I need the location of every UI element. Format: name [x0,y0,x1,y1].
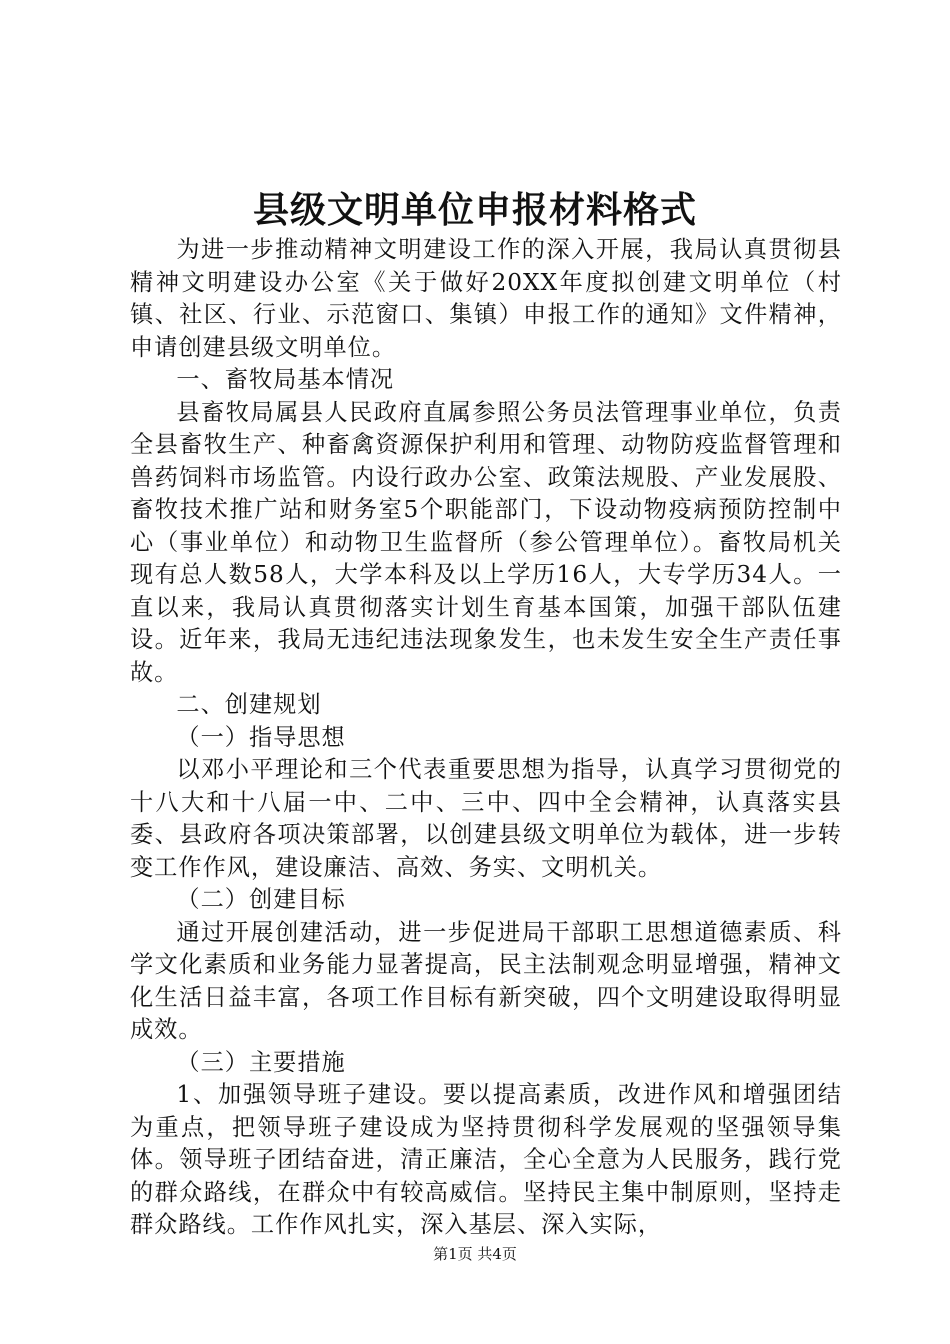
measures-paragraph: 1、加强领导班子建设。要以提高素质，改进作风和增强团结为重点，把领导班子建设成为坚持贯彻科学发展观的坚强领导集体。领导班子团结奋进，清正廉洁，全心全意为人民服务，践行党的群众路线，在群众中有较高威信。坚持民主集中制原则，坚持走群众路线。工作作风扎实，深入基层、深入实际， [130,1081,842,1238]
goals-paragraph: 通过开展创建活动，进一步促进局干部职工思想道德素质、科学文化素质和业务能力显著提高，民主法制观念明显增强，精神文化生活日益丰富，各项工作目标有新突破，四个文明建设取得明显成效。 [130,918,842,1043]
subheading-guiding-thought: （一）指导思想 [176,723,346,751]
intro-paragraph: 为进一步推动精神文明建设工作的深入开展，我局认真贯彻县精神文明建设办公室《关于做好20XX年度拟创建文明单位（村镇、社区、行业、示范窗口、集镇）申报工作的通知》文件精神，申请创建县级文明单位。 [130,236,842,361]
basic-info-paragraph: 县畜牧局属县人民政府直属参照公务员法管理事业单位，负责全县畜牧生产、种畜禽资源保护利用和管理、动物防疫监督管理和兽药饲料市场监管。内设行政办公室、政策法规股、产业发展股、畜牧技术推广站和财务室5个职能部门，下设动物疫病预防控制中心（事业单位）和动物卫生监督所（参公管理单位）。畜牧局机关现有总人数58人，大学本科及以上学历16人，大专学历34人。一直以来，我局认真贯彻落实计划生育基本国策，加强干部队伍建设。近年来，我局无违纪违法现象发生，也未发生安全生产责任事故。 [130,398,842,686]
document-title: 县级文明单位申报材料格式 [252,189,697,231]
subheading-goals: （二）创建目标 [176,886,346,913]
page-footer: 第1页 共4页 [433,1245,517,1263]
section-heading-basic-info: 一、畜牧局基本情况 [176,366,395,393]
subheading-measures: （三）主要措施 [176,1048,346,1076]
section-heading-plan: 二、创建规划 [176,691,322,718]
document-body [130,234,842,1242]
guiding-thought-paragraph: 以邓小平理论和三个代表重要思想为指导，认真学习贯彻党的十八大和十八届一中、二中、三中、四中全会精神，认真落实县委、县政府各项决策部署，以创建县级文明单位为载体，进一步转变工作作风，建设廉洁、高效、务实、文明机关。 [130,756,842,881]
